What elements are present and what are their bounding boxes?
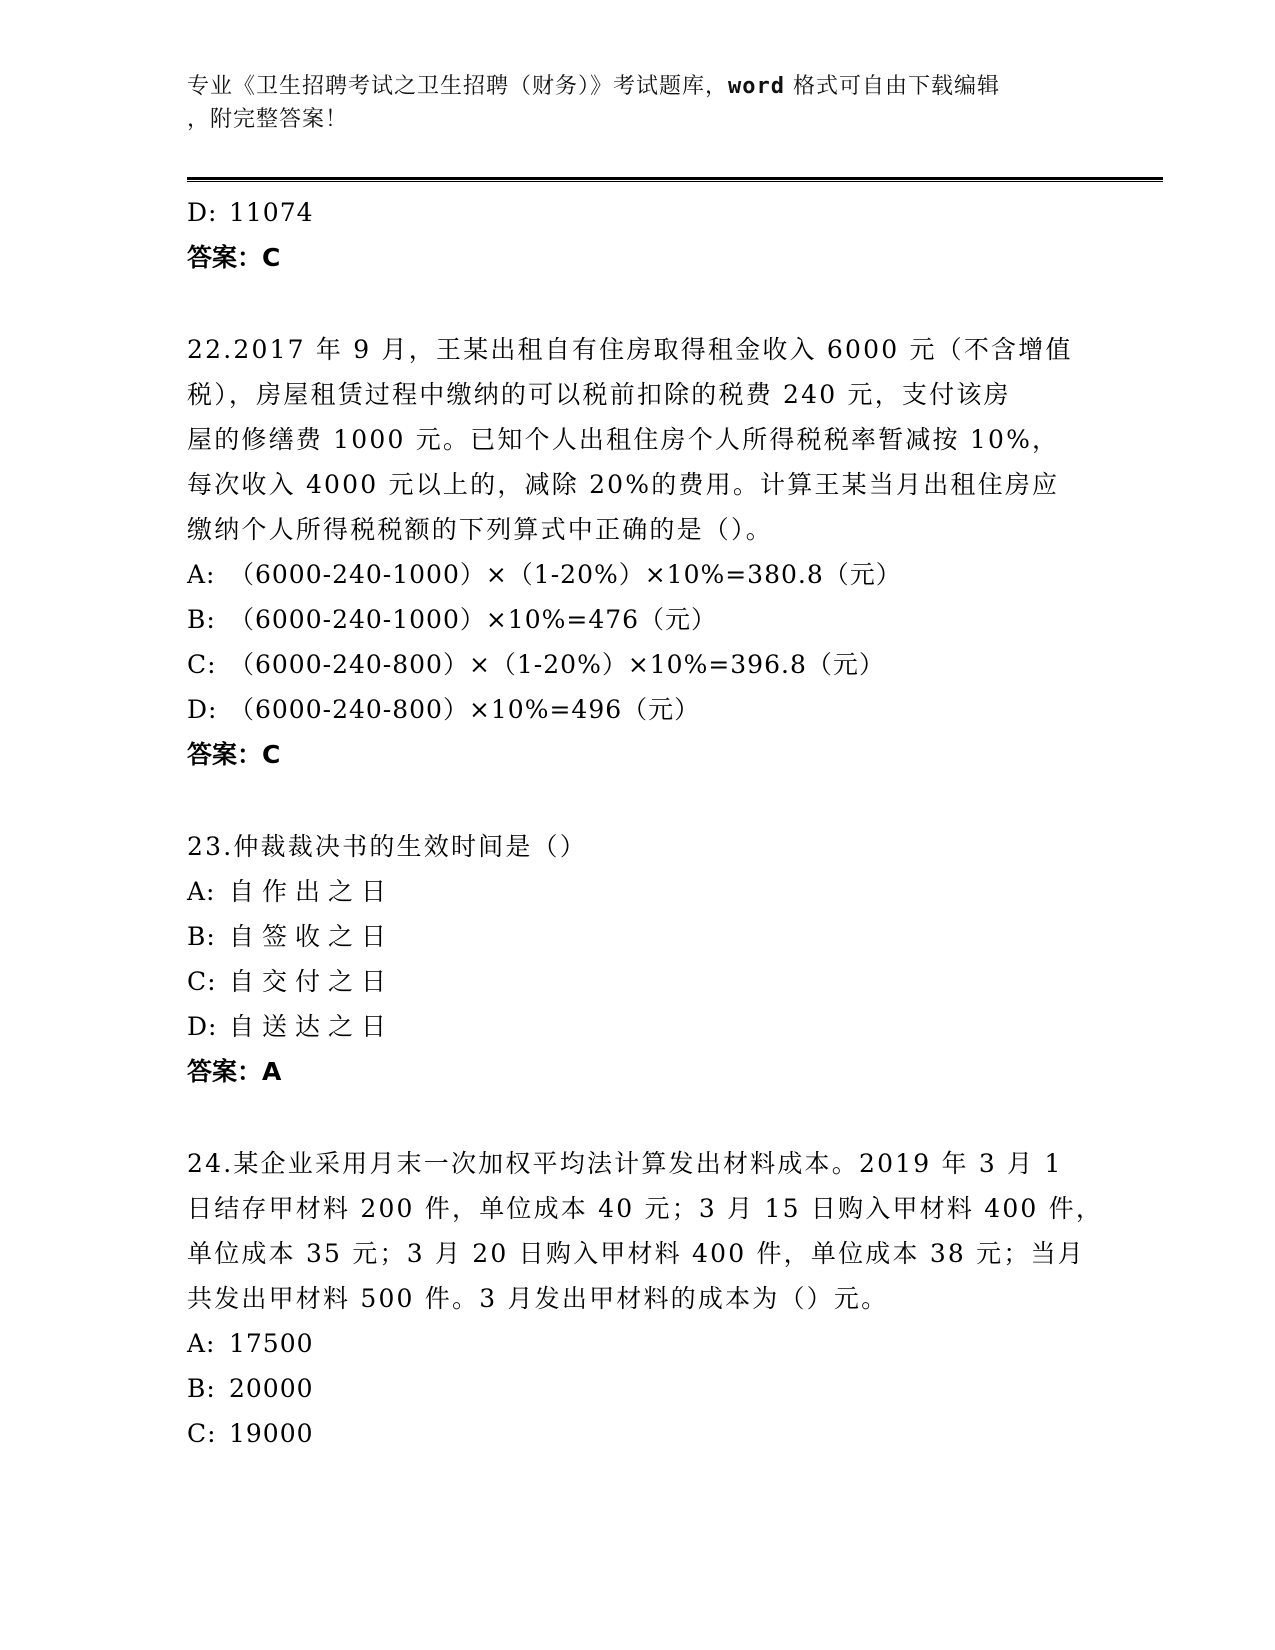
option-text: 自签收之日 <box>229 922 395 951</box>
option-label: D: <box>187 1012 218 1041</box>
option-label: C: <box>187 967 217 996</box>
header-line-1 <box>187 70 1067 103</box>
option-label: A: <box>187 877 216 906</box>
option-text: 17500 <box>229 1329 314 1358</box>
document-body <box>187 190 1104 1456</box>
question-24 <box>187 1141 1104 1456</box>
question-stem-line: 23.仲裁裁决书的生效时间是（） <box>187 832 587 861</box>
header-divider <box>187 177 1163 182</box>
option-text: 20000 <box>229 1374 314 1403</box>
question-stem-line: 单位成本 35 元；3 月 20 日购入甲材料 400 件，单位成本 38 元；当月 <box>187 1239 1085 1268</box>
answer-line: 答案：C <box>187 243 281 272</box>
question-stem-line: 共发出甲材料 500 件。3 月发出甲材料的成本为（）元。 <box>187 1284 889 1313</box>
question-stem-line: 24.某企业采用月末一次加权平均法计算发出材料成本。2019 年 3 月 1 <box>187 1149 1063 1178</box>
header-text: 专业《卫生招聘考试之卫生招聘（财务）》考试题库， <box>187 74 729 99</box>
question-stem-line: 税），房屋租赁过程中缴纳的可以税前扣除的税费 240 元，支付该房 <box>187 380 1011 409</box>
question-stem-line: 屋的修缮费 1000 元。已知个人出租住房个人所得税税率暂减按 10%， <box>187 425 1060 454</box>
option-text: 19000 <box>229 1419 314 1448</box>
question-stem-line: 日结存甲材料 200 件，单位成本 40 元；3 月 15 日购入甲材料 400 件， <box>187 1194 1104 1223</box>
option-text: 自交付之日 <box>229 967 395 996</box>
answer-line: 答案：C <box>187 740 281 769</box>
spacer <box>187 777 1067 824</box>
question-stem-line: 缴纳个人所得税税额的下列算式中正确的是（）。 <box>187 515 773 544</box>
option-label: D: <box>187 695 218 724</box>
option-b <box>187 1366 1067 1411</box>
option-text: （6000-240-800）×（1-20%）×10%=396.8（元） <box>229 650 885 679</box>
option-label: B: <box>187 1374 216 1403</box>
option-text: （6000-240-1000）×10%=476（元） <box>229 605 718 634</box>
option-d <box>187 1004 1067 1049</box>
header-line-2: ，附完整答案！ <box>187 107 349 132</box>
spacer <box>187 280 1067 327</box>
option-c <box>187 1411 1067 1456</box>
header-word-format: word <box>728 74 785 99</box>
option-text: （6000-240-800）×10%=496（元） <box>229 695 701 724</box>
option-text: 11074 <box>229 198 314 227</box>
question-22 <box>187 327 1073 777</box>
option-text: （6000-240-1000）×（1-20%）×10%=380.8（元） <box>229 560 902 589</box>
option-d <box>187 687 1067 732</box>
option-label: B: <box>187 605 216 634</box>
spacer <box>187 1094 1067 1141</box>
option-c <box>187 959 1067 1004</box>
option-text: 自送达之日 <box>229 1012 395 1041</box>
option-a <box>187 869 1067 914</box>
option-label: B: <box>187 922 216 951</box>
question-stem-line: 22.2017 年 9 月，王某出租自有住房取得租金收入 6000 元（不含增值 <box>187 335 1073 364</box>
option-text: 自作出之日 <box>229 877 395 906</box>
option-b <box>187 914 1067 959</box>
option-label: D: <box>187 198 218 227</box>
question-stem-line: 每次收入 4000 元以上的，减除 20%的费用。计算王某当月出租住房应 <box>187 470 1060 499</box>
option-label: A: <box>187 560 216 589</box>
header-text-suffix: 格式可自由下载编辑 <box>785 74 1000 99</box>
option-label: C: <box>187 1419 217 1448</box>
option-label: A: <box>187 1329 216 1358</box>
page-header <box>187 70 1067 136</box>
question-23 <box>187 824 1067 1094</box>
answer-line: 答案：A <box>187 1057 282 1086</box>
option-a <box>187 552 1067 597</box>
option-label: C: <box>187 650 217 679</box>
option-d <box>187 190 1067 235</box>
option-a <box>187 1321 1067 1366</box>
option-c <box>187 642 1067 687</box>
option-b <box>187 597 1067 642</box>
